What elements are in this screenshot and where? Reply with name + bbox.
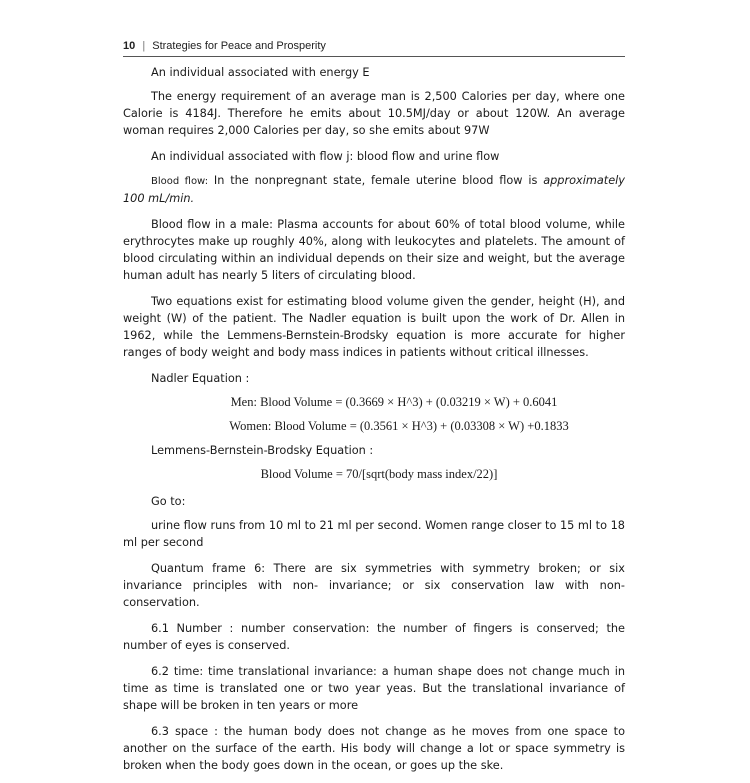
lbb-equation: Blood Volume = 70/[sqrt(body mass index/22)] <box>260 467 498 481</box>
urine-paragraph: urine flow runs from 10 ml to 21 ml per second. Women range closer to 15 ml to 18 ml per second <box>123 519 625 549</box>
energy-heading: An individual associated with energy E <box>151 66 370 79</box>
space-paragraph: 6.3 space : the human body does not change as he moves from one space to another on the surface of the earth. His body will change a lot or space symmetry is broken when the body goes down in the ocean, or goes up the ske. <box>123 725 625 772</box>
energy-paragraph: The energy requirement of an average man is 2,500 Calories per day, where one Calorie is 4184J. Therefore he emits about 10.5MJ/day or about 120W. An average woman requires 2,000 Calories per day, so she emits about 97W <box>123 90 625 137</box>
nadler-label: Nadler Equation : <box>151 372 250 385</box>
lbb-label: Lemmens-Bernstein-Brodsky Equation : <box>151 444 374 457</box>
blood-flow-italic: approximately 100 mL/min. <box>123 174 625 205</box>
blood-flow-text: In the nonpregnant state, female uterine blood flow is <box>208 174 544 187</box>
blood-flow-paragraph <box>123 172 625 207</box>
header-separator: | <box>142 40 146 52</box>
nadler-women-equation: Women: Blood Volume = (0.3561 × H^3) + (0.03308 × W) +0.1833 <box>229 419 569 433</box>
page-number: 10 <box>123 40 136 52</box>
running-header <box>123 40 625 57</box>
time-paragraph: 6.2 time: time translational invariance: a human shape does not change much in time as time is translated one or two year yeas. But the translational invariance of shape will be broken in ten years or more <box>123 665 625 712</box>
equations-paragraph: Two equations exist for estimating blood volume given the gender, height (H), and weight (W) of the patient. The Nadler equation is built upon the work of Dr. Allen in 1962, while the Lemmens-Bernstein-Brodsky equation is more accurate for higher ranges of body weight and body mass indices in patients without critical illnesses. <box>123 295 625 359</box>
running-title: Strategies for Peace and Prosperity <box>152 40 326 52</box>
male-blood-paragraph: Blood flow in a male: Plasma accounts for about 60% of total blood volume, while erythrocytes make up roughly 40%, along with leukocytes and platelets. The amount of blood circulating within an individual depends on their size and weight, but the average human adult has nearly 5 liters of circulating blood. <box>123 218 625 282</box>
goto-label: Go to: <box>151 495 186 508</box>
nadler-men-equation: Men: Blood Volume = (0.3669 × H^3) + (0.03219 × W) + 0.6041 <box>230 395 558 409</box>
blood-flow-lead: Blood flow: <box>151 176 209 187</box>
page-body <box>123 64 625 783</box>
quantum-paragraph: Quantum frame 6: There are six symmetries with symmetry broken; or six invariance principles with non- invariance; or six conservation law with non-conservation. <box>123 562 625 609</box>
number-paragraph: 6.1 Number : number conservation: the number of fingers is conserved; the number of eyes is conserved. <box>123 622 625 652</box>
flow-heading: An individual associated with flow j: blood flow and urine flow <box>151 150 500 163</box>
